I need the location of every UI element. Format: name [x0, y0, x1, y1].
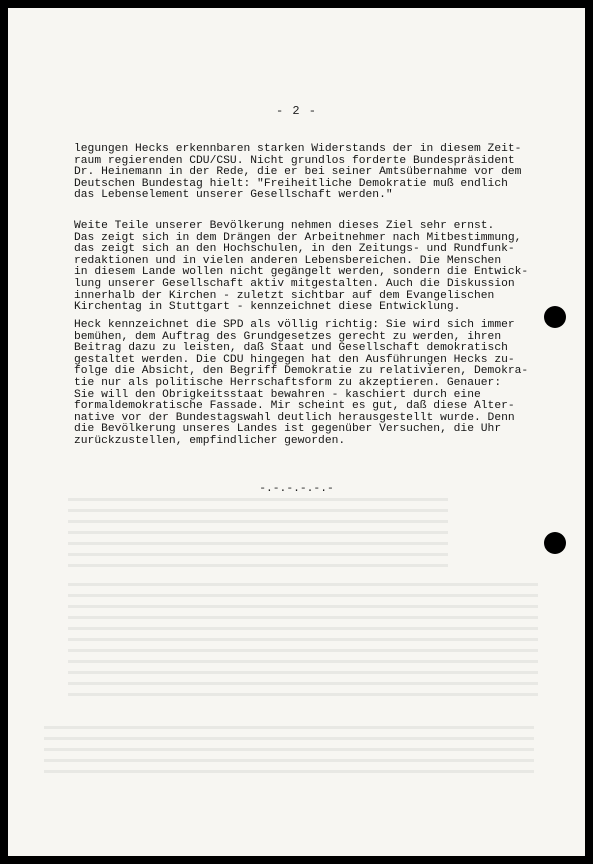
punch-hole [544, 532, 566, 554]
document-page [8, 8, 585, 856]
paragraph-1: legungen Hecks erkennbaren starken Widerstands der in diesem Zeit- raum regierenden CDU/CSU. Nicht grundlos forderte Bundespräsident Dr. Heinemann in der Rede, die er bei seiner Amtsübernahme vor dem Deutschen Bundestag hielt: "Freiheitliche Demokratie muß endlich das Lebenselement unserer Gesellschaft werden." [74, 143, 522, 202]
page-number: - 2 - [275, 104, 317, 118]
bleed-through-texture [68, 583, 538, 703]
punch-hole [544, 306, 566, 328]
paragraph-3: Heck kennzeichnet die SPD als völlig richtig: Sie wird sich immer bemühen, dem Auftrag des Grundgesetzes gerecht zu werden, ihren Beitrag dazu zu leisten, daß Staat und Gesellschaft demokratisch gestaltet werden. Die CDU hingegen hat den Ausführungen Hecks zu- folge die Absicht, den Begriff Demokratie zu relativieren, Demokra- tie nur als politische Herrschaftsform zu akzeptieren. Genauer: Sie will den Obrigkeitsstaat bewahren - kaschiert durch eine formaldemokratische Fassade. Mir scheint es gut, daß diese Alter- native vor der Bundestagswahl deutlich herausgestellt wurde. Denn die Bevölkerung unseres Landes ist gegenüber Versuchen, die Uhr zurückzustellen, empfindlicher geworden. [74, 319, 529, 447]
bleed-through-texture [44, 726, 534, 776]
paragraph-2: Weite Teile unserer Bevölkerung nehmen dieses Ziel sehr ernst. Das zeigt sich in dem Drängen der Arbeitnehmer nach Mitbestimmung, das zeigt sich an den Hochschulen, in den Zeitungs- und Rundfunk- redaktionen und in vielen anderen Lebensbereichen. Die Menschen in diesem Lande wollen nicht gegängelt werden, sondern die Entwick- lung unserer Gesellschaft aktiv mitgestalten. Auch die Diskussion innerhalb der Kirchen - zuletzt sichtbar auf dem Evangelischen Kirchentag in Stuttgart - kennzeichnet diese Entwicklung. [74, 220, 529, 314]
section-divider: -.-.-.-.-.- [259, 483, 334, 495]
bleed-through-texture [68, 498, 448, 568]
